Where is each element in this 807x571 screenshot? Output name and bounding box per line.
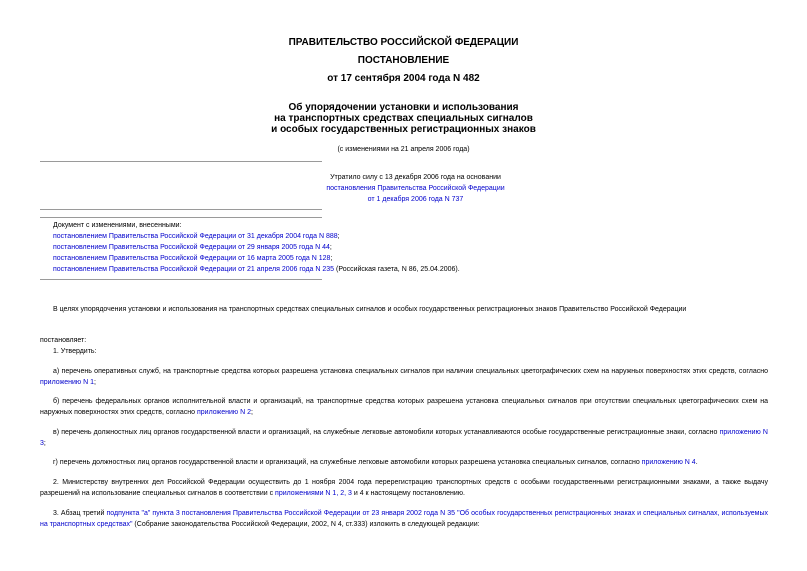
expired-link-line2[interactable]: от 1 декабря 2006 года N 737: [367, 196, 464, 203]
punct: .: [695, 459, 698, 466]
divider: [40, 279, 322, 280]
changes-item-tail: (Российская газета, N 86, 25.04.2006).: [334, 266, 460, 273]
paragraph-text: 3. Абзац третий: [53, 510, 107, 517]
divider: [40, 209, 322, 210]
appendices-link[interactable]: приложениями N 1, 2, 3: [275, 490, 352, 497]
changes-item: [53, 264, 460, 275]
paragraph-1a: [40, 366, 768, 388]
government-heading: ПРАВИТЕЛЬСТВО РОССИЙСКОЙ ФЕДЕРАЦИИ: [288, 37, 519, 48]
changes-item: [53, 253, 332, 264]
paragraph-1: 1. Утвердить:: [53, 348, 97, 355]
paragraph-text: г) перечень должностных лиц органов государственной власти и организаций, на служебные легковые автомобили которых разрешена установка специальных сигналов, согласно: [53, 459, 642, 466]
paragraph-3: [40, 508, 768, 530]
appendix-1-link[interactable]: приложению N 1: [40, 379, 95, 386]
resolution-35-link[interactable]: подпункта "а" пункта 3 постановления Правительства Российской Федерации от 23 января 2002 года N 35 "Об особых государственных регистрационных знаках и специальных сигналах, используемых на транспортных средствах": [40, 510, 768, 528]
changes-item: [53, 242, 332, 253]
changes-item: [53, 231, 340, 242]
divider: [40, 161, 322, 162]
punct: ;: [43, 440, 46, 447]
appendix-3-link[interactable]: приложению N 3: [40, 429, 768, 447]
expired-link-line1[interactable]: постановления Правительства Российской Федерации: [326, 185, 505, 192]
changes-item-link[interactable]: постановлением Правительства Российской Федерации от 21 апреля 2006 года N 235: [53, 266, 335, 273]
paragraph-tail: (Собрание законодательства Российской Федерации, 2002, N 4, ст.333) изложить в следующей редакции:: [132, 521, 480, 528]
resolves-text: постановляет:: [40, 337, 87, 344]
doc-title-line3: и особых государственных регистрационных знаков: [271, 124, 536, 135]
paragraph-text: в) перечень должностных лиц органов государственной власти и организаций, на служебные легковые автомобили которых устанавливаются особые государственные регистрационные знаки, согласно: [53, 429, 720, 436]
paragraph-text: а) перечень оперативных служб, на транспортные средства которых разрешена установка специальных сигналов при наличии специальных цветографических схем на наружных поверхностях этих средств, согласно: [53, 368, 768, 375]
punct: ;: [94, 379, 96, 386]
paragraph-2: [40, 477, 768, 499]
changes-item-tail: ;: [337, 233, 340, 240]
date-number-heading: от 17 сентября 2004 года N 482: [327, 73, 480, 84]
paragraph-text: б) перечень федеральных органов исполнительной власти и организаций, на транспортные средства которых разрешена установка специальных сигналов при отсутствии специальных цветографических схем на наружных поверхностях этих средств, согласно: [40, 398, 768, 416]
preamble: В целях упорядочения установки и использования на транспортных средствах специальных сигналов и особых государственных регистрационных знаков Правительство Российской Федерации: [53, 306, 687, 313]
changes-item-link[interactable]: постановлением Правительства Российской Федерации от 29 января 2005 года N 44: [53, 244, 330, 251]
paragraph-text: 2. Министерству внутренних дел Российской Федерации осуществить до 1 ноября 2004 года перерегистрацию транспортных средств с особыми государственными регистрационными знаками, а также выдачу разрешений на использование специальных сигналов в соответствии с: [40, 479, 768, 497]
paragraph-1b: [40, 396, 768, 418]
doc-title-line2: на транспортных средствах специальных сигналов: [274, 113, 533, 124]
divider: [40, 217, 322, 218]
expired-note: Утратило силу с 13 декабря 2006 года на основании: [330, 174, 501, 181]
doc-title-line1: Об упорядочении установки и использования: [288, 102, 519, 113]
appendix-4-link[interactable]: приложению N 4: [641, 459, 696, 466]
amended-note: (с изменениями на 21 апреля 2006 года): [337, 146, 470, 153]
paragraph-1g: [53, 457, 768, 468]
changes-intro: Документ с изменениями, внесенными:: [53, 222, 182, 229]
paragraph-tail: и 4 к настоящему постановлению.: [351, 490, 465, 497]
changes-item-tail: ;: [330, 255, 333, 262]
changes-item-link[interactable]: постановлением Правительства Российской Федерации от 31 декабря 2004 года N 888: [53, 233, 338, 240]
changes-item-tail: ;: [329, 244, 332, 251]
doc-type-heading: ПОСТАНОВЛЕНИЕ: [357, 55, 450, 66]
punct: ;: [251, 409, 253, 416]
appendix-2-link[interactable]: приложению N 2: [196, 409, 251, 416]
changes-item-link[interactable]: постановлением Правительства Российской Федерации от 16 марта 2005 года N 128: [53, 255, 331, 262]
paragraph-1v: [40, 427, 768, 449]
